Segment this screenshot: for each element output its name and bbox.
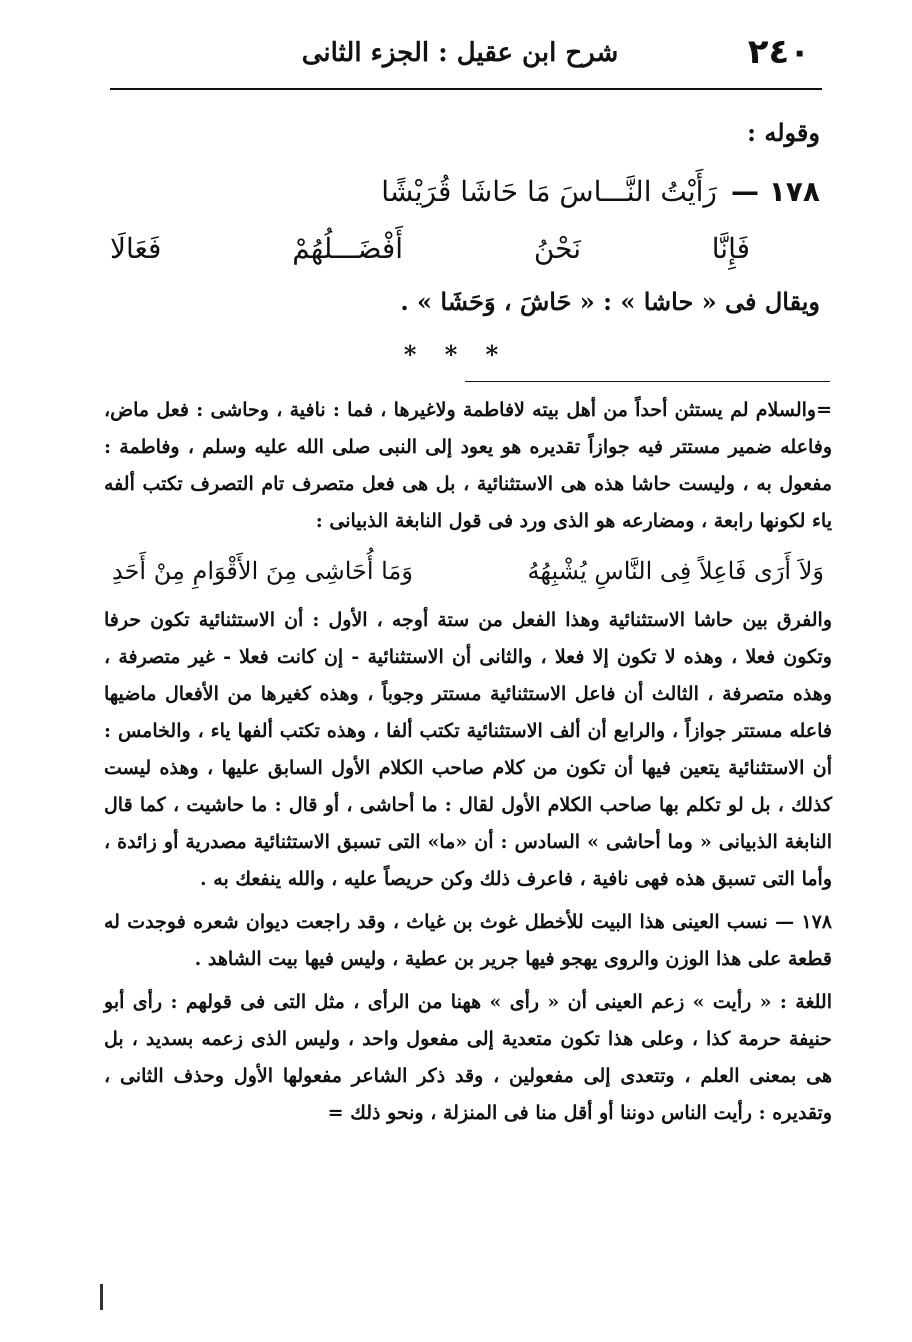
quoted-verse [104, 540, 832, 602]
page-number: ٢٤٠ [747, 32, 810, 72]
footnote-paragraph: =والسلام لم يستثن أحداً من أهل بيته لافاطمة ولاغيرها ، فما : نافية ، وحاشى : فعل ماض، وفاعله ضمير مستتر فيه جوازاً تقديره هو يعود إلى النبى صلى الله عليه وسلم ، وفاطمة : مفعول به ، وليست حاشا هذه هى الاستثنائية ، بل هى فعل متصرف تام التصرف تكتب ألفه ياء لكونها رابعة ، ومضارعه هو الذى ورد فى قول النابغة الذبيانى : [104, 399, 832, 532]
verse-word: أَفْضَـــلُهُمْ [292, 231, 404, 265]
section-separator: * * * [403, 340, 509, 369]
footnote-attribution: ١٧٨ — نسب العينى هذا البيت للأخطل غوث بن غياث ، وقد راجعت ديوان شعره فوجدت له قطعة على هذا الوزن والروى يهجو فيها جرير بن عطية ، وليس فيها بيت الشاهد . [104, 911, 832, 970]
margin-mark [100, 1284, 103, 1310]
verse-second-hemistich [110, 220, 820, 276]
variant-forms-note: ويقال فى « حاشا » : « حَاشَ ، وَحَشَا » . [400, 287, 820, 316]
verse-first-hemistich: رَأَيْتُ النَّـــاسَ مَا حَاشَا قُرَيْشًا [381, 174, 717, 208]
lead-in: وقوله : [747, 118, 820, 147]
verse-number: ١٧٨ — [730, 174, 820, 208]
footnote-rule [465, 381, 830, 382]
quoted-verse-left: وَمَا أُحَاشِى مِنَ الأَقْوَامِ مِنْ أَحَدِ [112, 557, 413, 585]
verse-word: فَإِنَّا [711, 231, 750, 265]
page-header [110, 32, 810, 82]
verse-word: فَعَالَا [110, 231, 162, 265]
verse-first-hemistich-line [110, 162, 820, 220]
footnote-paragraph: والفرق بين حاشا الاستثنائية وهذا الفعل من ستة أوجه ، الأول : أن الاستثنائية تكون حرفا وتكون فعلا ، وهذه لا تكون إلا فعلا ، والثانى أن الاستثنائية - إن كانت فعلا - غير متصرفة ، وهذه متصرفة ، الثالث أن فاعل الاستثنائية مستتر وجوباً ، وهذه كغيرها من الأفعال ماضيها فاعله مستتر جوازاً ، والرابع أن ألف الاستثنائية تكتب ألفا ، وهذه تكتب ألفها ياء ، والخامس : أن الاستثنائية يتعين فيها أن تكون من كلام صاحب الكلام الأول السابق عليها ، وهذه ليست كذلك ، بل لو تكلم بها صاحب الكلام الأول لقال : ما أحاشى ، أو قال : ما حاشيت ، كما قال النابغة الذبيانى « وما أحاشى » السادس : أن «ما» التى تسبق الاستثنائية مصدرية أو زائدة ، وأما التى تسبق هذه فهى نافية ، فاعرف ذلك وكن حريصاً عليه ، والله ينفعك به . [104, 609, 832, 890]
footnotes [104, 392, 832, 1132]
verse-word: نَحْنُ [533, 231, 581, 265]
header-rule [110, 88, 822, 90]
main-text [110, 110, 820, 328]
footnote-language-note: اللغة : « رأيت » زعم العينى أن « رأى » ههنا من الرأى ، مثل التى فى قولهم : رأى أبو حنيفة حرمة كذا ، وعلى هذا تكون متعدية إلى مفعول واحد ، وليس الذى زعمه بسديد ، بل هى بمعنى العلم ، وتتعدى إلى مفعولين ، وقد ذكر الشاعر مفعولها الأول وحذف الثانى ، وتقديره : رأيت الناس دوننا أو أقل منا فى المنزلة ، ونحو ذلك = [104, 991, 832, 1124]
running-title: شرح ابن عقيل : الجزء الثانى [301, 38, 619, 68]
quoted-verse-right: وَلاَ أَرَى فَاعِلاً فِى النَّاسِ يُشْبِهُهُ [527, 557, 824, 585]
